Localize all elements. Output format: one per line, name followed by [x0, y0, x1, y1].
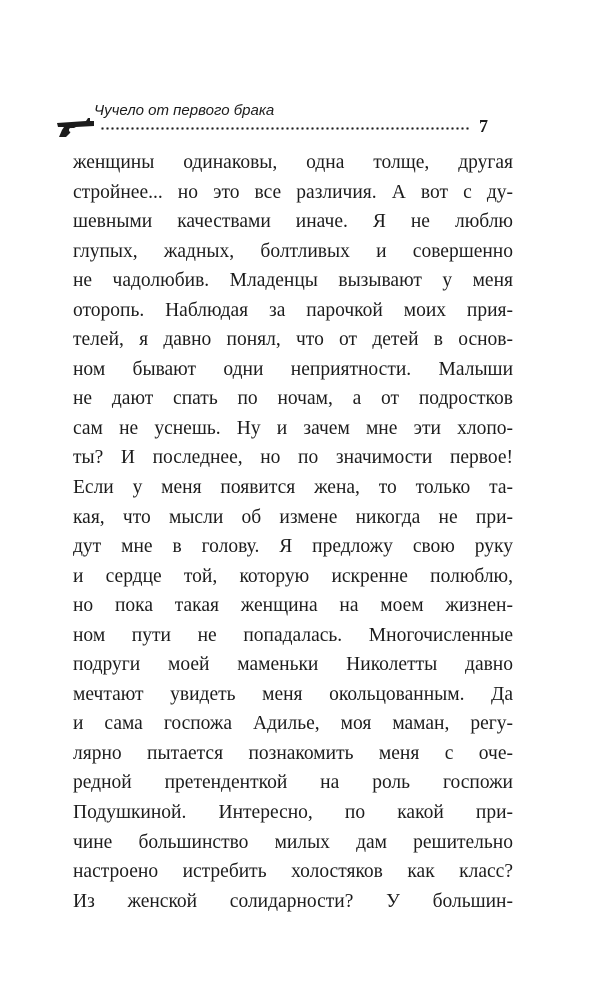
text-line: женщины одинаковы, одна толще, другая [73, 152, 513, 173]
text-line: настроено истребить холостяков как класс? [73, 861, 513, 883]
text-line: оторопь. Наблюдая за парочкой моих прия- [73, 299, 513, 321]
text-line: кая, что мысли об измене никогда не при- [73, 506, 513, 528]
text-line: ты? И последнее, но по значимости первое! [73, 447, 513, 469]
text-line: не чадолюбив. Младенцы вызывают у меня [73, 270, 513, 292]
text-line: мечтают увидеть меня окольцованным. Да [73, 683, 513, 705]
running-title: Чучело от первого брака [94, 102, 275, 119]
dotted-leader [100, 127, 470, 130]
text-line: подруги моей маменьки Николетты давно [73, 654, 513, 676]
body-text [73, 148, 513, 916]
text-line: лярно пытается познакомить меня с оче- [73, 742, 513, 764]
text-line: и сердце той, которую искренне полюблю, [73, 565, 513, 587]
text-line: ном пути не попадалась. Многочисленные [73, 624, 513, 646]
text-line: ном бывают одни неприятности. Малыши [73, 358, 513, 380]
text-line: сам не уснешь. Ну и зачем мне эти хлопо- [73, 417, 513, 439]
text-line: но пока такая женщина на моем жизнен- [73, 595, 513, 617]
text-line: редной претенденткой на роль госпожи [73, 772, 513, 794]
running-header [56, 96, 488, 142]
text-line: Если у меня появится жена, то только та- [73, 477, 513, 499]
text-line: Подушкиной. Интересно, по какой при- [73, 802, 513, 824]
text-line: телей, я давно понял, что от детей в основ- [73, 329, 513, 351]
revolver-icon [56, 116, 96, 138]
text-line: шевными качествами иначе. Я не люблю [73, 211, 513, 233]
text-line: чине большинство милых дам решительно [73, 831, 513, 853]
text-line: глупых, жадных, болтливых и совершенно [73, 240, 513, 262]
text-line: дут мне в голову. Я предложу свою руку [73, 536, 513, 558]
text-line: не дают спать по ночам, а от подростков [73, 388, 513, 410]
text-line: и сама госпожа Адилье, моя маман, регу- [73, 713, 513, 735]
text-line: стройнее... но это все различия. А вот с ду- [73, 181, 513, 203]
text-line: Из женской солидарности? У большин- [73, 890, 513, 912]
page-number: 7 [479, 116, 488, 136]
